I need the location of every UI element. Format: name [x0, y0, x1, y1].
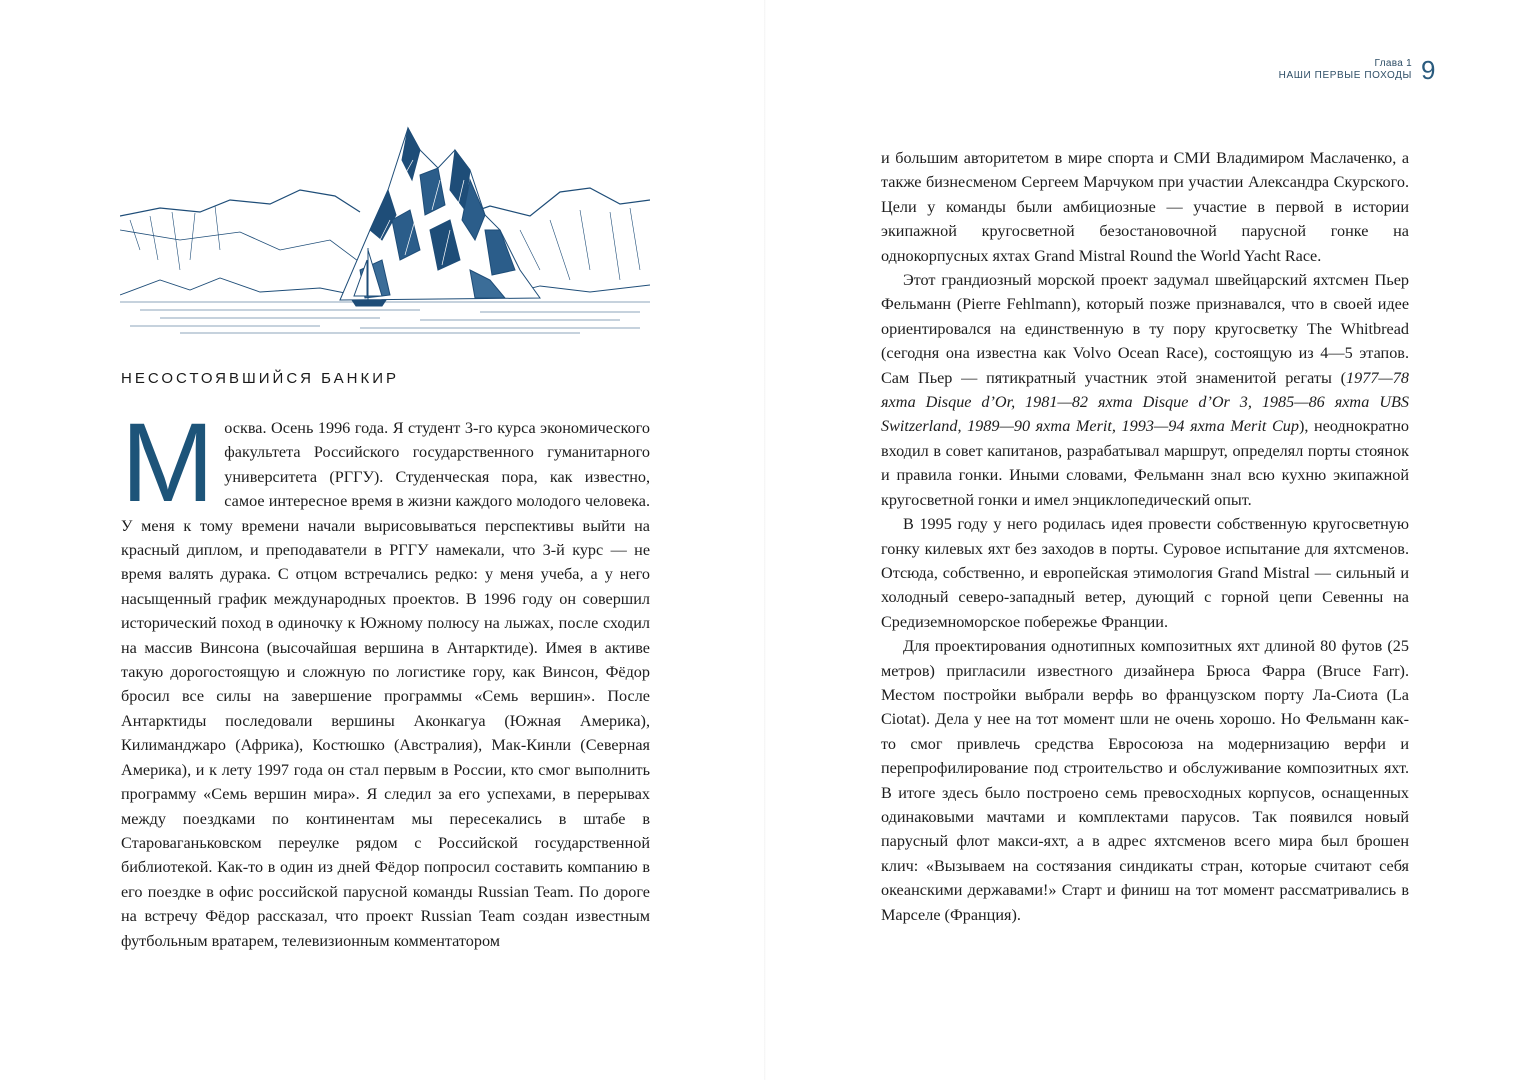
left-column-text [121, 400, 650, 953]
gutter [764, 0, 766, 1080]
paragraph: осква. Осень 1996 года. Я студент 3-го курса экономического факультета Российского государственного гуманитарного университета (РГГУ). Студенческая пора, как известно, самое интересное время в жизни каждого молодого человека. У меня к тому времени начали вырисовываться перспективы выйти на красный диплом, и преподаватели в РГГУ намекали, что 3-й курс — не время валять дурака. С отцом встречались редко: у меня учеба, а у него насыщенный график международных проектов. В 1996 году он совершил исторический поход в одиночку к Южному полюсу на лыжах, после сходил на массив Винсона (высочайшая вершина в Антарктиде). Имея в активе такую дорогостоящую и сложную по логистике гору, как Винсон, Фёдор бросил все силы на завершение программы «Семь вершин». После Антарктиды последовали вершины Аконкагуа (Южная Америка), Килиманджаро (Африка), Костюшко (Австралия), Мак-Кинли (Северная Америка), и к лету 1997 года он стал первым в России, кто смог выполнить программу «Семь вершин мира». Я следил за его успехами, в перерывах между поездками по континентам мы пересекались в штабе в Староваганьковском переулке рядом с Российской государственной библиотекой. Как-то в один из дней Фёдор попросил составить компанию в его поездке в офис российской парусной команды Russian Team. По дороге на встречу Фёдор рассказал, что проект Russian Team создан известным футбольным вратарем, телевизионным комментатором [121, 419, 650, 950]
chapter-label: Глава 1 [1374, 58, 1412, 69]
paragraph: и большим авторитетом в мире спорта и СМИ Владимиром Маслаченко, а также бизнесменом Сергеем Марчуком при участии Александра Скурского. Цели у команды были амбициозные — участие в первой в истории экипажной кругосветной безостановочной парусной гонке на однокорпусных яхтах Grand Mistral Round the World Yacht Race. [881, 149, 1409, 265]
drop-cap: М [121, 400, 215, 525]
paragraph-text: ), неоднократно входил в совет капитанов, разрабатывал маршрут, определял порты стоянок и правила гонки. Иными словами, Фельманн знал всю кухню экипажной кругосветной гонки и имел энциклопедический опыт. [881, 417, 1409, 509]
section-heading: НЕСОСТОЯВШИЙСЯ БАНКИР [121, 370, 400, 387]
mountain-sailboat-illustration [120, 120, 650, 335]
running-header [1279, 58, 1412, 82]
page-number: 9 [1421, 55, 1436, 85]
paragraph-text: Этот грандиозный морской проект задумал швейцарский яхтсмен Пьер Фельманн (Pierre Fehlmann), который позже признавался, что в своей идее ориентировался на единственную в ту пору кругосветку The Whitbread (сегодня она известна как Volvo Ocean Race), состоящую из 4—5 этапов. Сам Пьер — пятикратный участник этой знаменитой регаты ( [881, 271, 1409, 387]
regatta-list: 1977—78 яхта Disque d’Or, 1981—82 яхта Disque d’Or 3, 1985—86 яхта UBS Switzerland, 1989—90 яхта Merit, 1993—94 яхта Merit Cup [881, 368, 1409, 436]
right-column-text [881, 146, 1409, 927]
chapter-title: НАШИ ПЕРВЫЕ ПОХОДЫ [1278, 70, 1412, 81]
paragraph: В 1995 году у него родилась идея провести собственную кругосветную гонку килевых яхт без заходов в порты. Суровое испытание для яхтсменов. Отсюда, собственно, и европейская этимология Grand Mistral — сильный и холодный северо-западный ветер, дующий с горной цепи Севенны на Средиземноморское побережье Франции. [881, 515, 1409, 631]
paragraph [881, 268, 1409, 512]
paragraph: Для проектирования однотипных композитных яхт длиной 80 футов (25 метров) пригласили известного дизайнера Брюса Фарра (Bruce Farr). Местом постройки выбрали верфь во французском порту Ла-Сиота (La Ciotat). Дела у нее на тот момент шли не очень хорошо. Но Фельманн как-то смог привлечь средства Евросоюза на модернизацию верфи и перепрофилирование под строительство и обслуживание композитных яхт. В итоге здесь было построено семь превосходных корпусов, оснащенных одинаковыми мачтами и комплектами парусов. Так появился новый парусный флот макси-яхт, а в адрес яхтсменов всего мира был брошен клич: «Вызываем на состязания синдикаты стран, которые считают себя океанскими державами!» Старт и финиш на тот момент рассматривались в Марселе (Франция). [881, 637, 1409, 924]
